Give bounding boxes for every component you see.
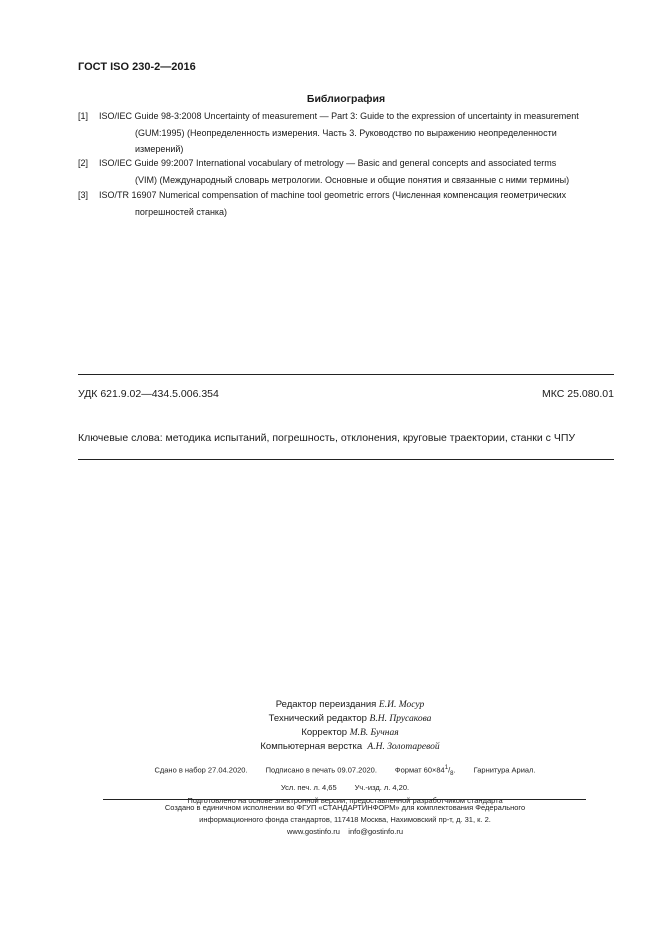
entry-text: ISO/IEC Guide 98-3:2008 Uncertainty of measurement — Part 3: Guide to the expression of uncertainty in measurement — [99, 111, 579, 121]
bibliography-title: Библиография — [306, 93, 386, 105]
divider-top — [78, 374, 614, 375]
credit-corrector — [200, 726, 500, 740]
standard-code: ГОСТ ISO 230-2—2016 — [78, 61, 196, 73]
bibliography-entry — [78, 187, 615, 220]
bibliography-entry — [78, 108, 615, 158]
print-sheets: Усл. печ. л. 4,65 — [280, 783, 337, 792]
keywords: Ключевые слова: методика испытаний, погрешность, отклонения, круговые траектории, станки с ЧПУ — [78, 432, 576, 444]
divider-publisher — [103, 799, 586, 800]
divider-bottom — [78, 459, 614, 460]
entry-number: [3] — [78, 190, 89, 200]
credits-block — [200, 698, 500, 754]
credit-label: Редактор переиздания — [275, 699, 377, 710]
udk-code: УДК 621.9.02—434.5.006.354 — [78, 388, 219, 400]
mks-code: МКС 25.080.01 — [542, 388, 614, 400]
imprint-line-1: Сдано в набор 27.04.2020. Подписано в печать 09.07.2020. Формат $60\times 84^1/_8$. Гарнитура Ариал. — [154, 765, 536, 777]
entry-continuation: (VIM) (Международный словарь метрологии. Основные и общие понятия и связанные с ними термины) — [135, 174, 570, 185]
publisher-line-2: информационного фонда стандартов, 117418 Москва, Нахимовский пр-т, д. 31, к. 2. — [199, 815, 491, 824]
signed-to-print: Подписано в печать 09.07.2020. — [265, 765, 377, 775]
entry-number: [2] — [78, 158, 89, 168]
sent-to-set: Сдано в набор 27.04.2020. — [154, 765, 248, 775]
credit-layout — [200, 740, 500, 754]
bibliography-entry — [78, 155, 615, 188]
publisher-line-1: Создано в единичном исполнении во ФГУП «СТАНДАРТИНФОРМ» для комплектования Федерального — [164, 803, 526, 812]
publisher-contacts — [80, 826, 610, 838]
entry-text: ISO/IEC Guide 99:2007 International vocabulary of metrology — Basic and general concepts and associated terms — [99, 158, 557, 168]
credit-name: В.Н. Прусакова — [369, 714, 432, 724]
typeface: Гарнитура Ариал. — [473, 765, 536, 775]
publisher-site-link[interactable]: www.gostinfo.ru — [286, 827, 340, 836]
publisher-block — [80, 802, 610, 838]
credit-name: Е.И. Мосур — [378, 700, 425, 710]
credit-label: Компьютерная верстка — [260, 741, 363, 752]
publisher-email-link[interactable]: info@gostinfo.ru — [348, 827, 404, 836]
entry-line — [78, 155, 615, 172]
format-denominator: 8 — [450, 771, 454, 777]
entry-line — [78, 108, 615, 125]
entry-continuation: (GUM:1995) (Неопределенность измерения. Часть 3. Руководство по выражению неопределенности — [135, 127, 557, 138]
credit-name: А.Н. Золотаревой — [367, 742, 440, 752]
imprint-prepared: Подготовлено на основе электронной версии, предоставленной разработчиком стандарта — [187, 796, 503, 805]
format: Формат 60×84 — [394, 765, 445, 775]
credit-label: Технический редактор — [268, 713, 367, 724]
entry-continuation: измерений) — [135, 144, 184, 154]
credit-name: М.В. Бучная — [349, 728, 399, 738]
credit-tech-editor — [200, 712, 500, 726]
imprint-line-2 — [80, 781, 610, 794]
entry-line — [78, 187, 615, 204]
credit-editor — [200, 698, 500, 712]
credit-label: Корректор — [301, 727, 348, 738]
entry-number: [1] — [78, 111, 89, 121]
entry-text: ISO/TR 16907 Numerical compensation of machine tool geometric errors (Численная компенсация геометрических — [99, 190, 567, 200]
imprint-block — [80, 762, 610, 807]
publishing-sheets: Уч.-изд. л. 4,20. — [354, 783, 410, 792]
entry-continuation: погрешностей станка) — [135, 206, 228, 217]
format-numerator: 1 — [444, 765, 449, 771]
